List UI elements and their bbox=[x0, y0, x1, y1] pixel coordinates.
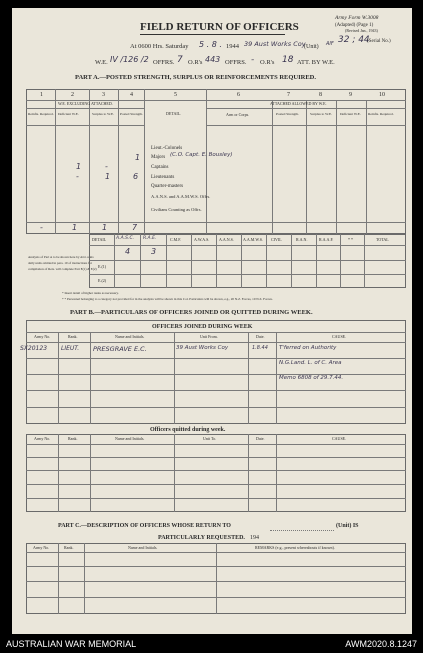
total-reinfts: - bbox=[40, 223, 43, 232]
part-c-hdr-remarks: REMARKS (e.g., present whereabouts if known). bbox=[255, 545, 335, 550]
detail-lieutenants: Lieutenants bbox=[151, 175, 175, 180]
ors2-value: 18 bbox=[282, 55, 294, 65]
an-hdr-aasc: A.A.S.C. bbox=[116, 236, 135, 241]
analysis-note-2: daily units omitted in para. 10 of instructions for bbox=[28, 261, 93, 265]
offrs-label: OFFRS. bbox=[153, 59, 175, 66]
deficient-captains: 1 bbox=[76, 162, 82, 171]
joined-date: 1.8.44 bbox=[252, 345, 268, 351]
part-c-hdr-name: Name and Initials. bbox=[128, 545, 158, 550]
posted-lieutenants: 6 bbox=[133, 172, 139, 181]
quitted-title: Officers quitted during week. bbox=[150, 427, 226, 433]
serial-number: 32 ; 44 bbox=[338, 35, 370, 45]
detail-civilians: Civilians Counting as Offrs. bbox=[151, 207, 202, 212]
detail-aans: A.A.N.S. and A.A.M.W.S. Offrs. bbox=[151, 194, 211, 199]
we-label: W.E. bbox=[95, 59, 108, 66]
quitted-hdr-date: Date. bbox=[256, 436, 265, 441]
form-title: FIELD RETURN OF OFFICERS bbox=[140, 21, 299, 33]
an-hdr-rae: R.A.E. bbox=[143, 236, 157, 241]
part-c-year: 194 bbox=[250, 535, 259, 541]
col-num-1: 1 bbox=[40, 92, 43, 98]
quitted-hdr-cause: CAUSE. bbox=[332, 436, 347, 441]
joined-hdr-rank: Rank. bbox=[68, 334, 78, 339]
attached-allowed-header: ATTACHED ALLOWED BY W.E. bbox=[270, 101, 327, 106]
joined-hdr-name: Name and Initials. bbox=[115, 334, 145, 339]
archive-footer bbox=[0, 636, 423, 653]
unit-label: (Unit) bbox=[304, 44, 319, 50]
footnote-1: * Insert detail of higher ranks as necessary. bbox=[62, 291, 119, 295]
joined-hdr-date: Date. bbox=[256, 334, 265, 339]
part-c-requested: PARTICULARLY REQUESTED. bbox=[158, 535, 245, 541]
an-row-e1: E.(1) bbox=[98, 264, 107, 269]
we-value: IV /126 /2 bbox=[110, 55, 149, 64]
hdr-reinfts-left: Reinfts. Required. bbox=[28, 112, 54, 116]
offrs2-value: - bbox=[251, 55, 255, 65]
part-a-table bbox=[26, 89, 406, 234]
joined-title: OFFICERS JOINED DURING WEEK bbox=[152, 324, 253, 330]
joined-hdr-cause: CAUSE. bbox=[332, 334, 347, 339]
an-value-aasc: 4 bbox=[125, 247, 131, 256]
form-revised: (Revised Jan., 1943) bbox=[345, 28, 378, 33]
an-hdr-other: * * bbox=[348, 237, 353, 242]
an-row-e2: E.(2) bbox=[98, 278, 107, 283]
detail-lt-colonels: Lieut.-Colonels bbox=[151, 146, 183, 151]
an-hdr-raaf: R.A.A.F. bbox=[319, 237, 334, 242]
ors2-label: O.R's bbox=[260, 59, 275, 66]
quitted-hdr-unit: Unit To. bbox=[203, 436, 217, 441]
analysis-note-1: Analysis of Part A to be shown here by ALL units bbox=[28, 255, 94, 259]
joined-army-no: SX20123 bbox=[20, 345, 48, 352]
an-hdr-total: TOTAL bbox=[376, 237, 389, 242]
joined-cause-line2: N.G.Land. L. of C. Area bbox=[279, 360, 342, 366]
footer-accession-number: AWM2020.8.1247 bbox=[345, 639, 417, 649]
footnote-2: * * Personnel belonging to a category not provided for in the analysis will be shown in this Col. Particulars will be shown, e.g., 20 N.Z. Forces, 10 N.Z. Forces. bbox=[62, 297, 273, 301]
col-num-5: 5 bbox=[174, 92, 177, 98]
part-a-heading: PART A.—POSTED STRENGTH, SURPLUS OR REINFORCEMENTS REQUIRED. bbox=[75, 74, 316, 81]
col-num-3: 3 bbox=[102, 92, 105, 98]
an-hdr-aans: A.A.N.S. bbox=[219, 237, 234, 242]
hdr-deficient-left: Deficient W.E. bbox=[58, 112, 79, 116]
col-num-2: 2 bbox=[71, 92, 74, 98]
unit-name: 39 Aust Works Coy bbox=[244, 40, 306, 48]
an-hdr-awas: A.W.A.S. bbox=[194, 237, 210, 242]
ors-label: O.R's bbox=[188, 59, 203, 66]
an-hdr-detail: DETAIL bbox=[92, 237, 107, 242]
footer-institution: AUSTRALIAN WAR MEMORIAL bbox=[6, 639, 137, 649]
majors-note: (C.O. Capt. E. Bousley) bbox=[170, 152, 233, 158]
joined-rank: LIEUT. bbox=[61, 345, 80, 352]
col-num-8: 8 bbox=[319, 92, 322, 98]
unit-sup: AIF bbox=[326, 41, 334, 47]
hdr-reinfts-right: Reinfts. Required. bbox=[368, 112, 394, 116]
an-hdr-civil: CIVIL bbox=[271, 237, 282, 242]
surplus-lieutenants: 1 bbox=[105, 172, 111, 181]
an-hdr-aamws: A.A.M.W.S. bbox=[243, 237, 263, 242]
hdr-surplus-left: Surplus to W.E. bbox=[92, 112, 114, 116]
we-excluding-header: W.E. EXCLUDING ATTACHED. bbox=[58, 101, 113, 106]
serial-label: (Serial No.) bbox=[367, 39, 391, 44]
total-posted: 7 bbox=[132, 223, 138, 232]
quitted-table bbox=[26, 434, 406, 512]
joined-cause: T'ferred on Authority bbox=[279, 345, 337, 351]
form-adapted: (Adapted) (Page 1) bbox=[335, 23, 374, 28]
part-c-hdr-rank: Rank. bbox=[64, 545, 74, 550]
quitted-hdr-army-no: Army No. bbox=[34, 436, 51, 441]
joined-name: PRESGRAVE E.C. bbox=[93, 345, 147, 353]
return-date: 5 . 8 . bbox=[199, 40, 222, 49]
analysis-table bbox=[89, 234, 406, 288]
analysis-note-3: compilation of Rets. will complete Part E(1) & E(2) bbox=[28, 267, 97, 271]
hdr-arm-corps: Arm or Corps. bbox=[226, 112, 250, 117]
surplus-captains: - bbox=[105, 162, 108, 171]
detail-captains: Captains bbox=[151, 165, 169, 170]
offrs-value: 7 bbox=[177, 55, 183, 65]
total-deficient: 1 bbox=[72, 223, 78, 232]
col-num-10: 10 bbox=[379, 92, 385, 98]
hdr-posted-right: Posted Strength. bbox=[276, 112, 299, 116]
an-hdr-cmf: C.M.F. bbox=[170, 237, 182, 242]
army-form-number: Army Form W.3008 bbox=[335, 15, 379, 21]
joined-unit: 39 Aust Works Coy bbox=[176, 345, 229, 351]
hdr-deficient-right: Deficient W.E. bbox=[340, 112, 361, 116]
part-c-heading: PART C.—DESCRIPTION OF OFFICERS WHOSE RETURN TO bbox=[58, 523, 231, 529]
deficient-lieutenants: - bbox=[76, 172, 79, 181]
hdr-posted-left: Posted Strength. bbox=[120, 112, 143, 116]
quitted-hdr-name: Name and Initials. bbox=[115, 436, 145, 441]
col-num-6: 6 bbox=[237, 92, 240, 98]
joined-hdr-unit: Unit From. bbox=[200, 334, 218, 339]
col-num-4: 4 bbox=[130, 92, 133, 98]
detail-majors: Majors bbox=[151, 155, 166, 160]
joined-cause-line3: Memo 6808 of 29.7.44. bbox=[279, 375, 344, 381]
total-surplus: 1 bbox=[102, 223, 108, 232]
detail-quartermasters: Quarter-masters bbox=[151, 184, 184, 189]
posted-majors: 1 bbox=[135, 153, 141, 162]
at-label: At 0600 Hrs. Saturday bbox=[130, 43, 189, 50]
part-b-heading: PART B.—PARTICULARS OF OFFICERS JOINED OR QUITTED DURING WEEK. bbox=[70, 309, 313, 316]
joined-hdr-army-no: Army No. bbox=[34, 334, 51, 339]
part-c-unit-is: (Unit) IS bbox=[336, 523, 359, 529]
return-year: 1944 bbox=[226, 43, 239, 50]
quitted-hdr-rank: Rank. bbox=[68, 436, 78, 441]
col-num-7: 7 bbox=[287, 92, 290, 98]
att-label: ATT. BY W.E. bbox=[297, 59, 335, 66]
col-num-9: 9 bbox=[349, 92, 352, 98]
an-value-rae: 3 bbox=[151, 247, 157, 256]
part-c-hdr-army-no: Army No. bbox=[33, 545, 50, 550]
hdr-surplus-right: Surplus to W.E. bbox=[310, 112, 332, 116]
hdr-detail: DETAIL. bbox=[166, 111, 182, 116]
ors-value: 443 bbox=[205, 55, 221, 64]
an-hdr-ran: R.A.N. bbox=[296, 237, 308, 242]
offrs2-label: OFFRS. bbox=[225, 59, 247, 66]
